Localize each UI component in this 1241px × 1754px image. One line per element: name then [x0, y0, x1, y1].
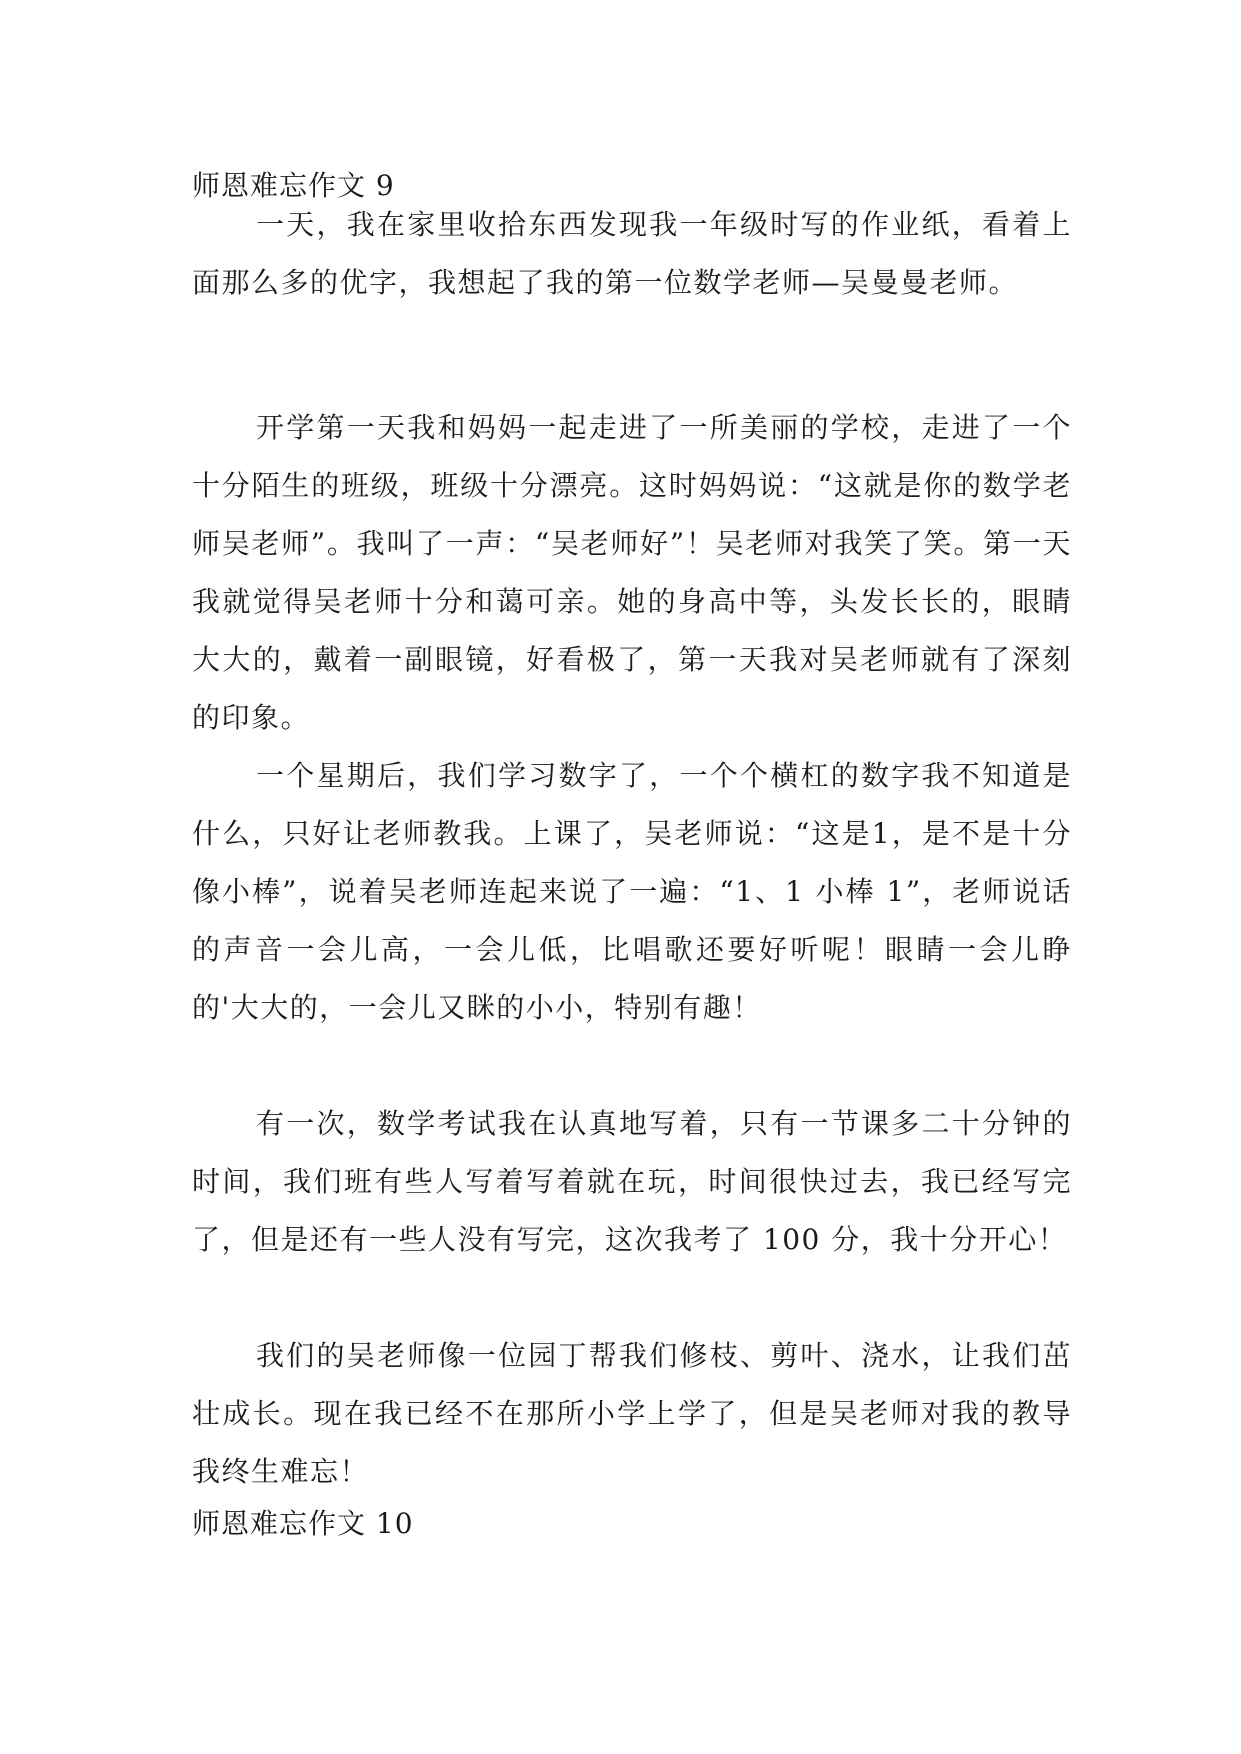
paragraph-1: 一天，我在家里收拾东西发现我一年级时写的作业纸，看着上面那么多的优字，我想起了我的第一位数学老师—吴曼曼老师。 [192, 208, 1072, 299]
paragraph-5: 我们的吴老师像一位园丁帮我们修枝、剪叶、浇水，让我们茁壮成长。现在我已经不在那所小学上学了，但是吴老师对我的教导我终生难忘！ [192, 1339, 1072, 1488]
essay-heading-10: 师恩难忘作文 10 [192, 1507, 414, 1540]
paragraph-3: 一个星期后，我们学习数字了，一个个横杠的数字我不知道是什么，只好让老师教我。上课了，吴老师说：“这是1，是不是十分像小棒”，说着吴老师连起来说了一遍：“1、1 小棒 1”，老师说话的声音一会儿高，一会儿低，比唱歌还要好听呢！眼睛一会儿睁的'大大的，一会儿又眯的小小，特别有趣！ [192, 759, 1072, 1024]
paragraph-4: 有一次，数学考试我在认真地写着，只有一节课多二十分钟的时间，我们班有些人写着写着就在玩，时间很快过去，我已经写完了，但是还有一些人没有写完，这次我考了 100 分，我十分开心！ [192, 1107, 1072, 1256]
essay-heading-9: 师恩难忘作文 9 [192, 169, 395, 202]
paragraph-2: 开学第一天我和妈妈一起走进了一所美丽的学校，走进了一个十分陌生的班级，班级十分漂亮。这时妈妈说：“这就是你的数学老师吴老师”。我叫了一声：“吴老师好”！吴老师对我笑了笑。第一天我就觉得吴老师十分和蔼可亲。她的身高中等，头发长长的，眼睛大大的，戴着一副眼镜，好看极了，第一天我对吴老师就有了深刻的印象。 [192, 411, 1072, 734]
